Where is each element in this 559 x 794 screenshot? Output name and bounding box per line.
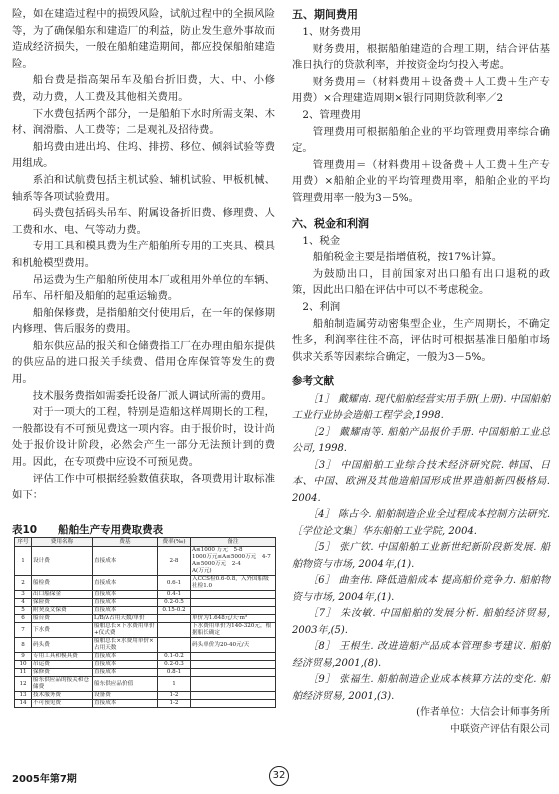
subheading: 1、税金 [302, 234, 341, 247]
table-cell: 直接成本 [93, 700, 158, 708]
paragraph: 技术服务费指如需委托设备厂派人调试所需的费用。 [32, 389, 272, 402]
table-caption: 表10 船舶生产专用费取费表 [12, 524, 164, 536]
table-body [15, 547, 276, 708]
reference-item: ［5］ 张广钦. 中国船舶工业新世纪新阶段新发展. 船舶物资与市场, 2004年,(1). [292, 542, 550, 570]
table-cell: 直接成本 [93, 576, 158, 591]
table-cell [191, 653, 276, 661]
table-cell: 吊运费 [32, 661, 93, 669]
paragraph: 船台费是指高架吊车及船台折旧费，大、中、小修费，动力费，人工费及其他相关费用。 [12, 74, 275, 103]
table-row [15, 576, 276, 591]
table-cell: 1-2 [158, 692, 191, 700]
table-cell: 0.8-1 [158, 669, 191, 677]
table-cell: A≤1000 万元 5-8 1000万元≤A≤5000万元 4-7 A≥5000万元 2-4 A(万元) [191, 547, 276, 576]
table-cell: 船东供应品的报关和仓储费 [32, 677, 93, 692]
paragraph: 对于一项大的工程，特别是造船这样周期长的工程，一般都设有不可预见费这一项内容。由于报价时，设计尚处于报价设计阶段，必然会产生一部分无法预计到的费用。因此，在专项费中应设不可预见费。 [12, 406, 275, 469]
table-cell [191, 599, 276, 607]
paragraph: 专用工具和模具费为生产船舶所专用的工夹具、模具和机舱模型费用。 [12, 240, 275, 269]
table-cell: 设计费 [32, 547, 93, 576]
table-cell: 直接成本 [93, 591, 158, 599]
table-cell: 单价为1.648元/天·m² [191, 615, 276, 623]
table-cell: 1-2 [158, 700, 191, 708]
table-cell: 附契及文保费 [32, 607, 93, 615]
table-header: 序号 [15, 538, 32, 547]
table-cell: 1 [158, 677, 191, 692]
table-cell: 船台费 [32, 615, 93, 623]
table-cell: 1 [15, 547, 32, 576]
table-cell: 2 [15, 576, 32, 591]
table-cell: 直接成本 [93, 607, 158, 615]
table-row [15, 623, 276, 638]
table-cell: 直接成本 [93, 661, 158, 669]
table-cell: 11 [15, 669, 32, 677]
table-cell [191, 661, 276, 669]
table-cell: 入CCS检0.6-0.8，入外国船级社检1.0 [191, 576, 276, 591]
table-row [15, 591, 276, 599]
table-row [15, 599, 276, 607]
table-cell: 0.4-1 [158, 591, 191, 599]
left-column [12, 6, 275, 504]
reference-item: ［7］ 朱汝敏. 中国船舶的发展分析. 船舶经济贸易, 2003年,(5). [292, 608, 550, 636]
table-cell: 船东供应品价值 [93, 677, 158, 692]
table-cell: 13 [15, 692, 32, 700]
table-cell: 4 [15, 599, 32, 607]
table-cell [158, 623, 191, 638]
table-cell [158, 615, 191, 623]
table-cell: 2-8 [158, 547, 191, 576]
paragraph: 船坞费由进出坞、住坞、排捞、移位、倾斜试验等费用组成。 [12, 140, 275, 170]
table-cell: 船舶总长×水费用单价×占用天数 [93, 638, 158, 653]
table-cell: 10 [15, 661, 32, 669]
table-cell: 9 [15, 653, 32, 661]
table-cell: 7 [15, 623, 32, 638]
table-header: 费率(‰) [158, 538, 191, 547]
reference-item: ［6］ 曲奎伟. 降低造船成本 提高船价竞争力. 船舶物资与市场, 2004年,(1). [292, 575, 550, 603]
author-affiliation-2: 中联资产评估有限公司 [450, 723, 550, 735]
table-cell: 8 [15, 638, 32, 653]
table-row [15, 653, 276, 661]
paragraph: 吊运费为生产船舶所使用本厂或租用外单位的车辆、吊车、吊杆船及船舶的起重运输费。 [12, 273, 275, 303]
paragraph: 船舶保修费，是指船舶交付使用后，在一年的保修期内修理、售后服务的费用。 [12, 306, 275, 336]
table-row [15, 638, 276, 653]
table-row [15, 677, 276, 692]
table-header: 费基 [93, 538, 158, 547]
paragraph: 码头费包括码头吊车、附属设备折旧费、修理费、人工费和水、电、气等动力费。 [12, 207, 275, 236]
table-cell: 码头单价为20-40元/天 [191, 638, 276, 653]
table-cell: 12 [15, 677, 32, 692]
table-cell: 直接成本 [93, 653, 158, 661]
table-row [15, 615, 276, 623]
subheading: 2、利润 [302, 300, 341, 313]
table-cell: 船检费 [32, 576, 93, 591]
table-cell: 保险费 [32, 599, 93, 607]
table-cell: 直接成本 [93, 547, 158, 576]
paragraph: 为鼓励出口，目前国家对出口船有出口退税的政策，因此出口船在评估中可以不考虑税金。 [292, 267, 550, 297]
subheading: 1、财务费用 [302, 26, 361, 38]
table-header: 备注 [191, 538, 276, 547]
table-cell: 0.1-0.2 [158, 653, 191, 661]
table-header: 费用名称 [32, 538, 93, 547]
paragraph: 险，如在建造过程中的损毁风险，试航过程中的全损风险等，为了确保船东和建造厂的利益，防止发生意外事故而造成经济损失，一般在船舶建造期间，都应投保船舶建造险。 [12, 8, 275, 70]
fee-table [14, 537, 276, 708]
paragraph: 财务费用，根据船舶建造的合理工期，结合评估基准日执行的贷款利率，并按资金均匀投入考虑。 [292, 42, 550, 72]
issue-label: 2005年第7期 [12, 774, 77, 785]
table-cell [191, 692, 276, 700]
table-cell: 0.2-0.3 [158, 661, 191, 669]
page-number: 32 [269, 766, 289, 786]
table-cell: 出口船保金 [32, 591, 93, 599]
paragraph: 船东供应品的报关和仓储费指工厂在办理由船东提供的供应品的进口报关手续费、借用仓库保管等发生的费用。 [12, 339, 275, 386]
table-cell: 下水费 [32, 623, 93, 638]
table-cell: 船舶总长×下水费用单价+仪式费 [93, 623, 158, 638]
author-affiliation: (作者单位：大信会计师事务所 [416, 707, 550, 719]
paragraph: 评估工作中可根据经验数值获取，各项费用计取标准如下： [12, 472, 275, 502]
reference-item: ［4］ 陈占今. 船舶制造企业全过程成本控制方法研究.［学位论文集］华东船舶工业学院, 2004. [292, 509, 550, 537]
table-cell: 直接成本 [93, 599, 158, 607]
subheading: 2、管理费用 [302, 108, 361, 121]
paragraph: 下水费包括两个部分，一是船舶下水时所需支架、木材、润滑脂、人工费等；二是观礼及招待费。 [12, 107, 275, 137]
table-cell [191, 677, 276, 692]
section-heading: 五、期间费用 [292, 8, 358, 21]
table-cell [191, 591, 276, 599]
table-row [15, 669, 276, 677]
table-row [15, 607, 276, 615]
section-heading: 六、税金和利润 [292, 216, 369, 230]
table-cell: 设备费 [93, 692, 158, 700]
table-cell: 0.2-0.5 [158, 599, 191, 607]
reference-item: ［8］ 王根生. 改进造船产品成本管理参考建议. 船舶经济贸易,2001,(8). [292, 641, 550, 669]
table-row [15, 692, 276, 700]
table-cell: 专用工具和模具费 [32, 653, 93, 661]
table-cell [158, 638, 191, 653]
table-cell: 技术服务费 [32, 692, 93, 700]
reference-item: ［2］ 戴耀南等. 船舶产品报价手册. 中国船舶工业总公司, 1998. [292, 426, 550, 455]
formula: 财务费用＝（材料费用＋设备费＋人工费＋生产专用费）×合理建造周期×银行同期贷款利率／2 [292, 75, 550, 105]
table-cell: 3 [15, 591, 32, 599]
table-cell: 直接成本 [93, 669, 158, 677]
paragraph: 系泊和试航费包括主机试验、辅机试验、甲板机械、轴系等各项试验费用。 [12, 173, 275, 203]
table-cell: 14 [15, 700, 32, 708]
table-cell: 不可预见费 [32, 700, 93, 708]
reference-item: ［3］ 中国船舶工业综合技术经济研究院. 韩国、日本、中国、欧洲及其他造船国形成世界造船新四极格局. 2004. [292, 459, 550, 504]
table-header-row [15, 538, 276, 547]
table-row [15, 700, 276, 708]
table-cell: L/B/λ占用天数/单价 [93, 615, 158, 623]
paragraph: 管理费用可根据船舶企业的平均管理费用率综合确定。 [292, 125, 550, 155]
table-cell: 0.15-0.2 [158, 607, 191, 615]
table-cell: 保修费 [32, 669, 93, 677]
formula: 管理费用＝（材料费用＋设备费＋人工费＋生产专用费）×船舶企业的平均管理费用率，船舶企业的平均管理费用率一般为3－5%。 [292, 158, 550, 204]
table-cell [191, 607, 276, 615]
table-cell: 码头费 [32, 638, 93, 653]
table-cell: 0.6-1 [158, 576, 191, 591]
right-column [292, 6, 550, 738]
table-cell [191, 700, 276, 708]
reference-item: ［1］ 戴耀南. 现代船舶经营实用手册(上册). 中国船舶工业行业协会造船工程学会,1998. [292, 393, 550, 422]
table-cell: 6 [15, 615, 32, 623]
paragraph: 船舶制造属劳动密集型企业，生产周期长，不确定性多，利润率往往不高，评估时可根据基准日船舶市场供求关系等因素综合确定，一般为3－5%。 [292, 317, 550, 363]
table-row [15, 547, 276, 576]
table-cell [191, 669, 276, 677]
table-row [15, 661, 276, 669]
paragraph: 船舶税金主要是指增值税，按17%计算。 [312, 251, 503, 264]
table-cell: 5 [15, 607, 32, 615]
reference-item: ［9］ 张福生. 船舶制造企业成本核算方法的变化. 船舶经济贸易, 2001,(3). [292, 674, 550, 702]
references-heading: 参考文献 [292, 375, 334, 388]
table-cell: 下水费用单价为140-320元，根据船长确定 [191, 623, 276, 638]
